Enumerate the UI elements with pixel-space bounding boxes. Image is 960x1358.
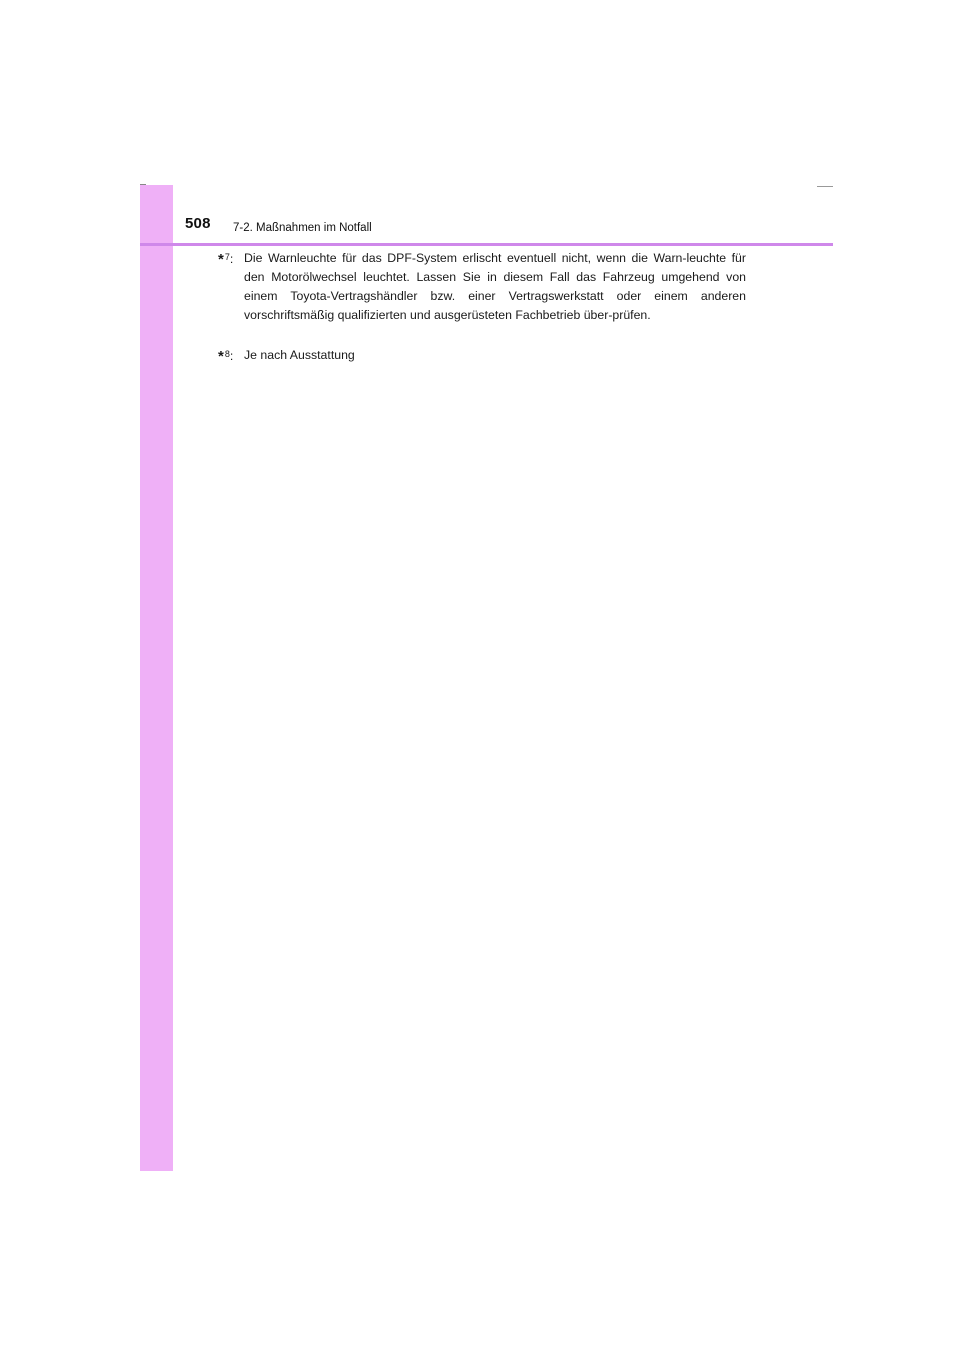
footnote-marker: [218, 346, 244, 367]
footnote-7: [218, 249, 746, 325]
footnote-marker: [218, 249, 244, 270]
header-rule: [140, 243, 833, 246]
asterisk-icon: *: [218, 251, 224, 268]
footnote-separator: :: [229, 252, 234, 266]
section-title: 7-2. Maßnahmen im Notfall: [233, 222, 372, 234]
footnote-text: Je nach Ausstattung: [244, 348, 355, 362]
footnote-text: Die Warnleuchte für das DPF-System erlischt eventuell nicht, wenn die Warn-leuchte für den Motorölwechsel leuchtet. Lassen Sie in diesem Fall das Fahrzeug umgehend von einem Toyota-Vertragshändler bzw. einer Vertragswerkstatt oder einem anderen vorschriftsmäßig qualifizierten und ausgerüsteten Fachbetrieb über-prüfen.: [244, 251, 746, 322]
footnote-number: 8: [224, 349, 230, 359]
footnote-separator: :: [229, 349, 234, 363]
crop-mark-right: [817, 186, 833, 187]
chapter-side-strip: [140, 185, 173, 1171]
crop-mark-left: [140, 184, 146, 185]
footnote-number: 7: [224, 252, 230, 262]
asterisk-icon: *: [218, 348, 224, 365]
footnote-8: [218, 346, 746, 365]
page-number: 508: [185, 215, 211, 232]
